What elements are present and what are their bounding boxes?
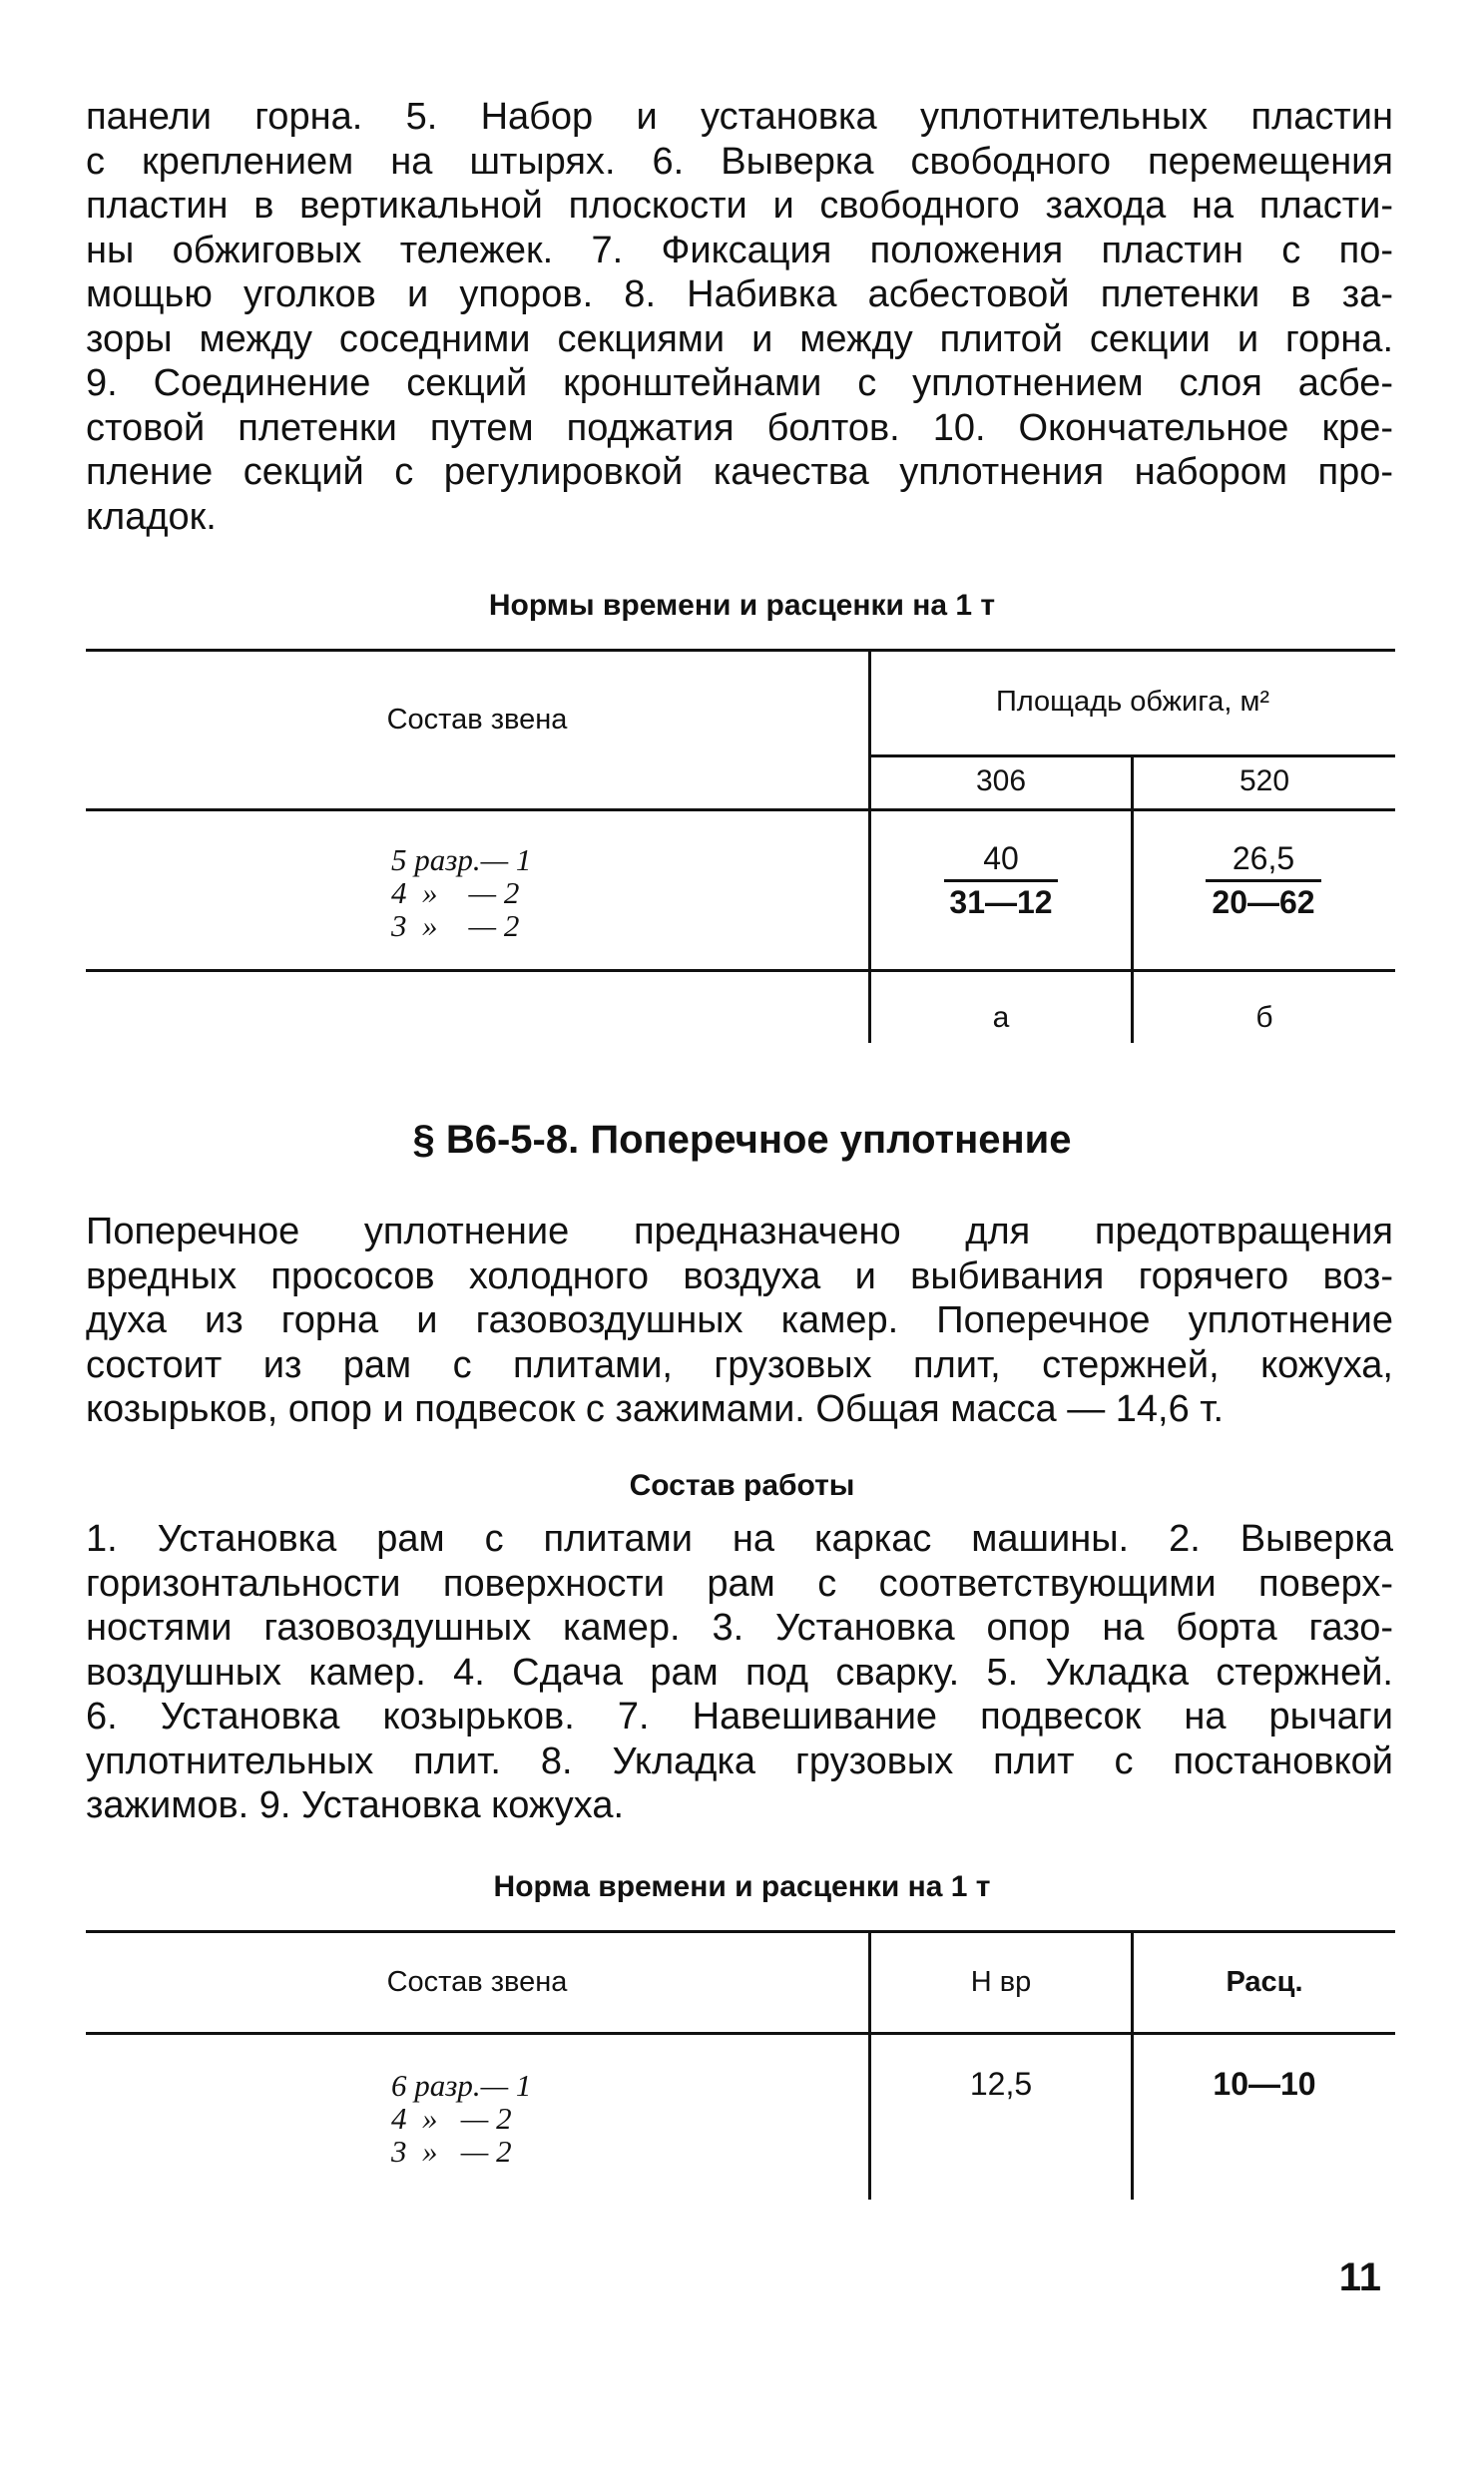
table1-value-306: [944, 840, 1058, 921]
crew-line: 6 разр.— 1: [391, 2068, 532, 2103]
table2-crew-list: [391, 2069, 531, 2168]
table1-caption: Нормы времени и расценки на 1 т: [488, 589, 996, 622]
table2-header-rule: [86, 2032, 1395, 2035]
table1-value-520: [1206, 840, 1321, 921]
text-line: состоит из рам с плитами, грузовых плит, стержней, кожуха,: [86, 1343, 1393, 1386]
intro-paragraph: [86, 95, 1393, 539]
table1-header-rule: [86, 808, 1395, 811]
table1-body-rule: [86, 969, 1395, 972]
table1-header-crew: Состав звена: [386, 704, 568, 736]
table1-header-area: Площадь обжига, м²: [995, 686, 1270, 718]
text-line: мощью уголков и упоров. 8. Набивка асбестовой плетенки в за-: [86, 273, 1393, 315]
text-line: стовой плетенки путем поджатия болтов. 10. Окончательное кре-: [86, 406, 1393, 449]
crew-line: 4 » — 2: [391, 875, 520, 910]
text-line: воздушных камер. 4. Сдача рам под сварку. 5. Укладка стержней.: [86, 1651, 1393, 1694]
text-line: ны обжиговых тележек. 7. Фиксация положения пластин с по-: [86, 229, 1393, 271]
norm-value: 26,5: [1206, 840, 1321, 882]
table2-header-rate: Расц.: [1226, 1966, 1303, 1998]
table1-top-rule: [86, 649, 1395, 652]
table2-header-norm: Н вр: [970, 1966, 1032, 1998]
table2-norm-value: 12,5: [969, 2066, 1033, 2102]
page-number: 11: [1338, 2255, 1381, 2299]
text-line: зажимов. 9. Установка кожуха.: [86, 1784, 625, 1826]
section-description: [86, 1210, 1393, 1432]
table1-letter-a: а: [992, 1001, 1010, 1034]
text-line: пление секций с регулировкой качества уплотнения набором про-: [86, 451, 1393, 493]
table2-caption: Норма времени и расценки на 1 т: [493, 1870, 991, 1903]
table1-letter-b: б: [1255, 1001, 1273, 1034]
text-line: ностями газовоздушных камер. 3. Установка опор на борта газо-: [86, 1607, 1393, 1649]
table1-crew-list: [391, 843, 531, 942]
table2-header-crew: Состав звена: [386, 1966, 568, 1998]
table2-top-rule: [86, 1930, 1395, 1933]
text-line: кладок.: [86, 495, 217, 538]
text-line: 1. Установка рам с плитами на каркас машины. 2. Выверка: [86, 1518, 1393, 1560]
text-line: 9. Соединение секций кронштейнами с уплотнением слоя асбе-: [86, 362, 1393, 404]
rate-value: 20—62: [1212, 884, 1315, 920]
work-list: [86, 1517, 1393, 1828]
norm-value: 40: [944, 840, 1058, 882]
text-line: уплотнительных плит. 8. Укладка грузовых плит с постановкой: [86, 1740, 1393, 1782]
crew-line: 3 » — 2: [391, 908, 520, 943]
work-heading: Состав работы: [629, 1469, 855, 1502]
table1-subheader-520: 520: [1238, 764, 1290, 797]
text-line: горизонтальности поверхности рам с соответствующими поверх-: [86, 1562, 1393, 1605]
text-line: козырьков, опор и подвесок с зажимами. Общая масса — 14,6 т.: [86, 1388, 1225, 1430]
text-line: 6. Установка козырьков. 7. Навешивание подвесок на рычаги: [86, 1696, 1393, 1738]
text-line: вредных прососов холодного воздуха и выбивания горячего воз-: [86, 1254, 1393, 1297]
text-line: зоры между соседними секциями и между плитой секции и горна.: [86, 317, 1393, 360]
table1-subheader-306: 306: [975, 764, 1027, 797]
text-line: пластин в вертикальной плоскости и свободного захода на пласти-: [86, 185, 1393, 227]
crew-line: 5 разр.— 1: [391, 842, 532, 877]
text-line: с креплением на штырях. 6. Выверка свободного перемещения: [86, 140, 1393, 183]
table2-rate-value: 10—10: [1213, 2066, 1316, 2102]
crew-line: 3 » — 2: [391, 2134, 512, 2169]
rate-value: 31—12: [949, 884, 1053, 920]
text-line: панели горна. 5. Набор и установка уплотнительных пластин: [86, 96, 1393, 138]
crew-line: 4 » — 2: [391, 2101, 512, 2136]
section-title: § В6-5-8. Поперечное уплотнение: [412, 1118, 1072, 1162]
text-line: Поперечное уплотнение предназначено для предотвращения: [86, 1211, 1393, 1252]
text-line: духа из горна и газовоздушных камер. Поперечное уплотнение: [86, 1299, 1393, 1341]
